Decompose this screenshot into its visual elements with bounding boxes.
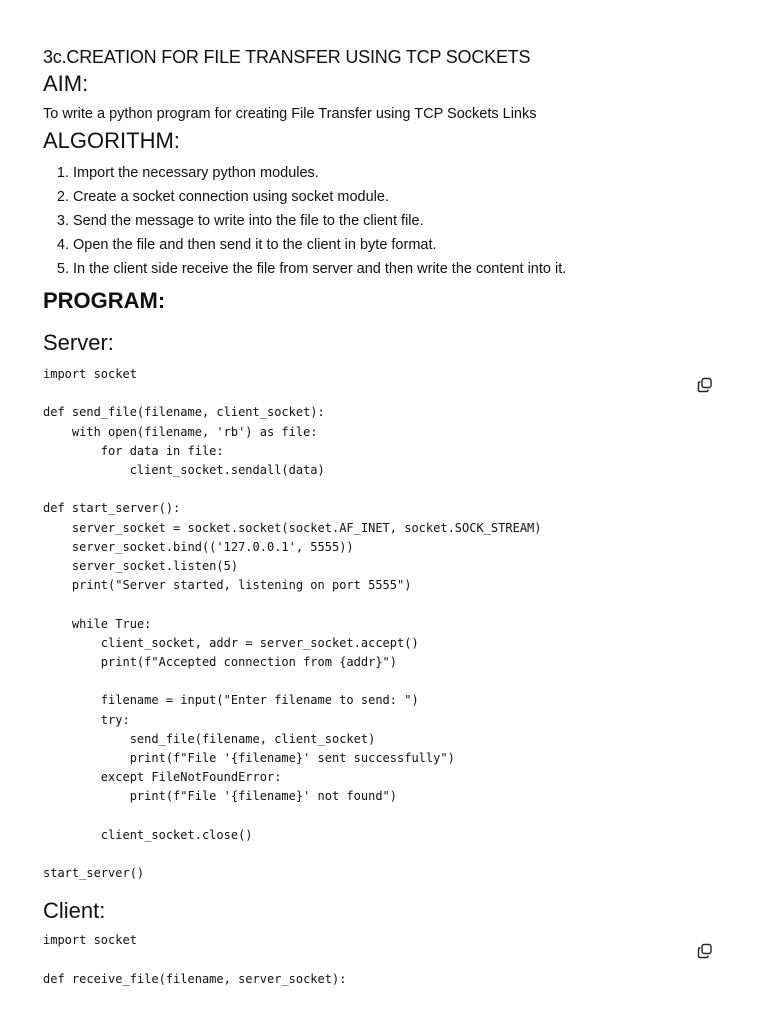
algorithm-heading: ALGORITHM: <box>43 128 180 153</box>
aim-heading: AIM: <box>43 71 89 96</box>
algorithm-step: 5. In the client side receive the file from server and then write the content into it. <box>73 257 733 281</box>
document-title: 3c.CREATION FOR FILE TRANSFER USING TCP SOCKETS <box>43 47 531 67</box>
algorithm-step: 4. Open the file and then send it to the client in byte format. <box>73 233 733 257</box>
client-code-block <box>43 931 733 989</box>
algorithm-step: 1. Import the necessary python modules. <box>73 161 733 185</box>
copy-icon[interactable] <box>697 377 713 393</box>
server-heading: Server: <box>43 330 114 355</box>
document-page <box>43 44 733 989</box>
client-heading: Client: <box>43 898 106 924</box>
server-code: import socket def send_file(filename, client_socket): with open(filename, 'rb') as file: for data in file: client_socket.sendall(data) def start_server(): server_socket = socket.socket(socket.AF_INET, socket.SOCK_STREAM) server_socket.bind(('127.0.0.1', 5555)) server_socket.listen(5) print("Server started, listening on port 5555") while True: client_socket, addr = server_socket.accept() print(f"Accepted connection from {addr}") filename = input("Enter filename to send: ") try: send_file(filename, client_socket) print(f"File '{filename}' sent successfully") except FileNotFoundError: print(f"File '{filename}' not found") client_socket.close() start_server() <box>43 367 542 881</box>
algorithm-step: 3. Send the message to write into the file to the client file. <box>73 209 733 233</box>
server-code-block <box>43 365 733 883</box>
algorithm-step: 2. Create a socket connection using socket module. <box>73 185 733 209</box>
aim-text: To write a python program for creating File Transfer using TCP Sockets Links <box>43 106 537 122</box>
client-code: import socket def receive_file(filename, server_socket): <box>43 933 347 986</box>
algorithm-list <box>43 161 733 281</box>
program-heading: PROGRAM: <box>43 288 166 313</box>
copy-icon[interactable] <box>697 943 713 959</box>
copy-icon-glyph <box>697 377 713 393</box>
copy-icon-glyph <box>697 943 713 959</box>
